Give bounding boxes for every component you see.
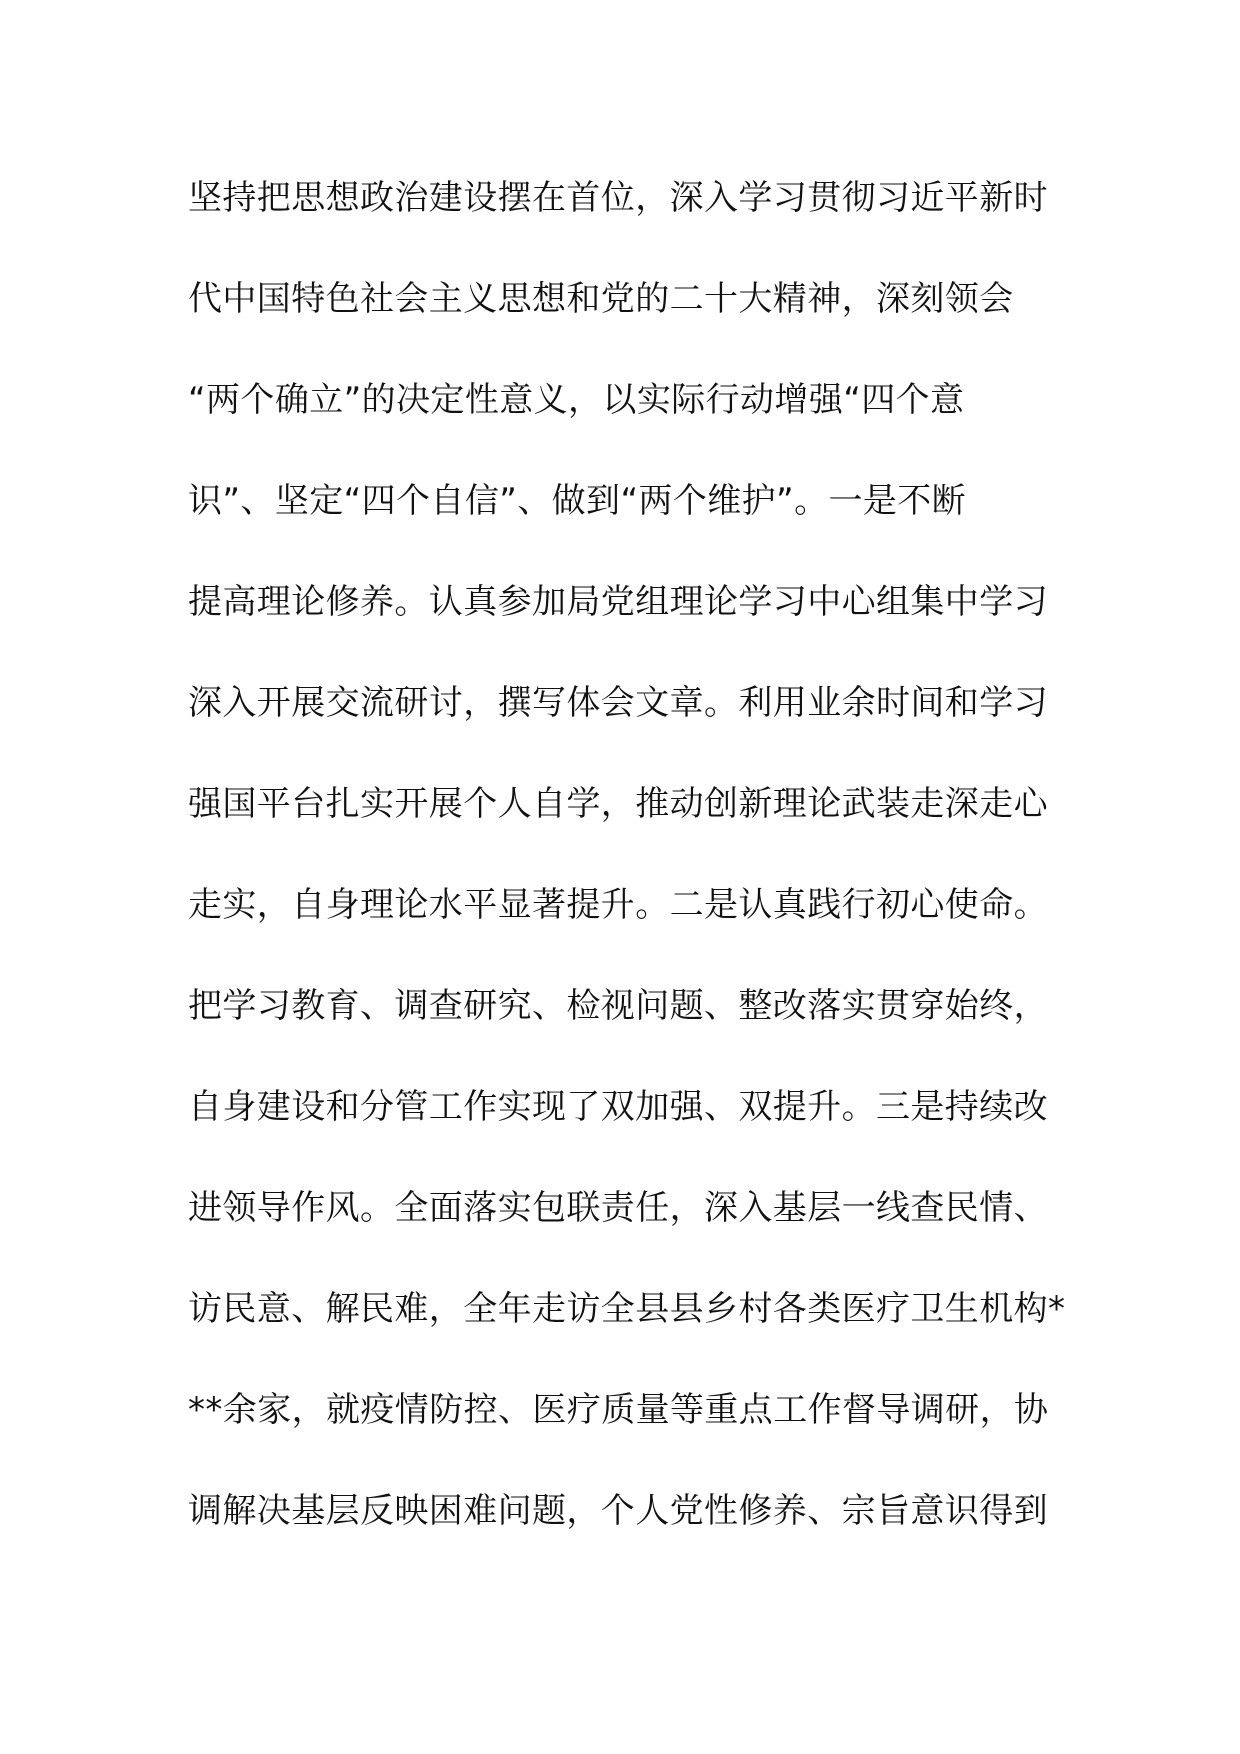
text-line: 把学习教育、调查研究、检视问题、整改落实贯穿始终， [188, 986, 1048, 1026]
text-line: 深入开展交流研讨，撰写体会文章。利用业余时间和学习 [188, 683, 1048, 723]
text-line: 代中国特色社会主义思想和党的二十大精神，深刻领会 [188, 279, 1014, 319]
body-paragraph [188, 166, 1068, 1580]
text-line: 调解决基层反映困难问题，个人党性修养、宗旨意识得到 [188, 1491, 1048, 1531]
text-line: 走实，自身理论水平显著提升。二是认真践行初心使命。 [188, 885, 1048, 925]
text-line: 访民意、解民难，全年走访全县县乡村各类医疗卫生机构* [188, 1289, 1066, 1329]
text-line: **余家，就疫情防控、医疗质量等重点工作督导调研，协 [188, 1390, 1049, 1430]
text-line: “两个确立”的决定性意义，以实际行动增强“四个意 [188, 380, 965, 420]
text-line: 识”、坚定“四个自信”、做到“两个维护”。一是不断 [188, 481, 967, 521]
text-line: 坚持把思想政治建设摆在首位，深入学习贯彻习近平新时 [188, 178, 1048, 218]
text-line: 进领导作风。全面落实包联责任，深入基层一线查民情、 [188, 1188, 1048, 1228]
text-line: 自身建设和分管工作实现了双加强、双提升。三是持续改 [188, 1087, 1048, 1127]
text-line: 强国平台扎实开展个人自学，推动创新理论武装走深走心 [188, 784, 1048, 824]
text-line: 提高理论修养。认真参加局党组理论学习中心组集中学习 [188, 582, 1048, 622]
